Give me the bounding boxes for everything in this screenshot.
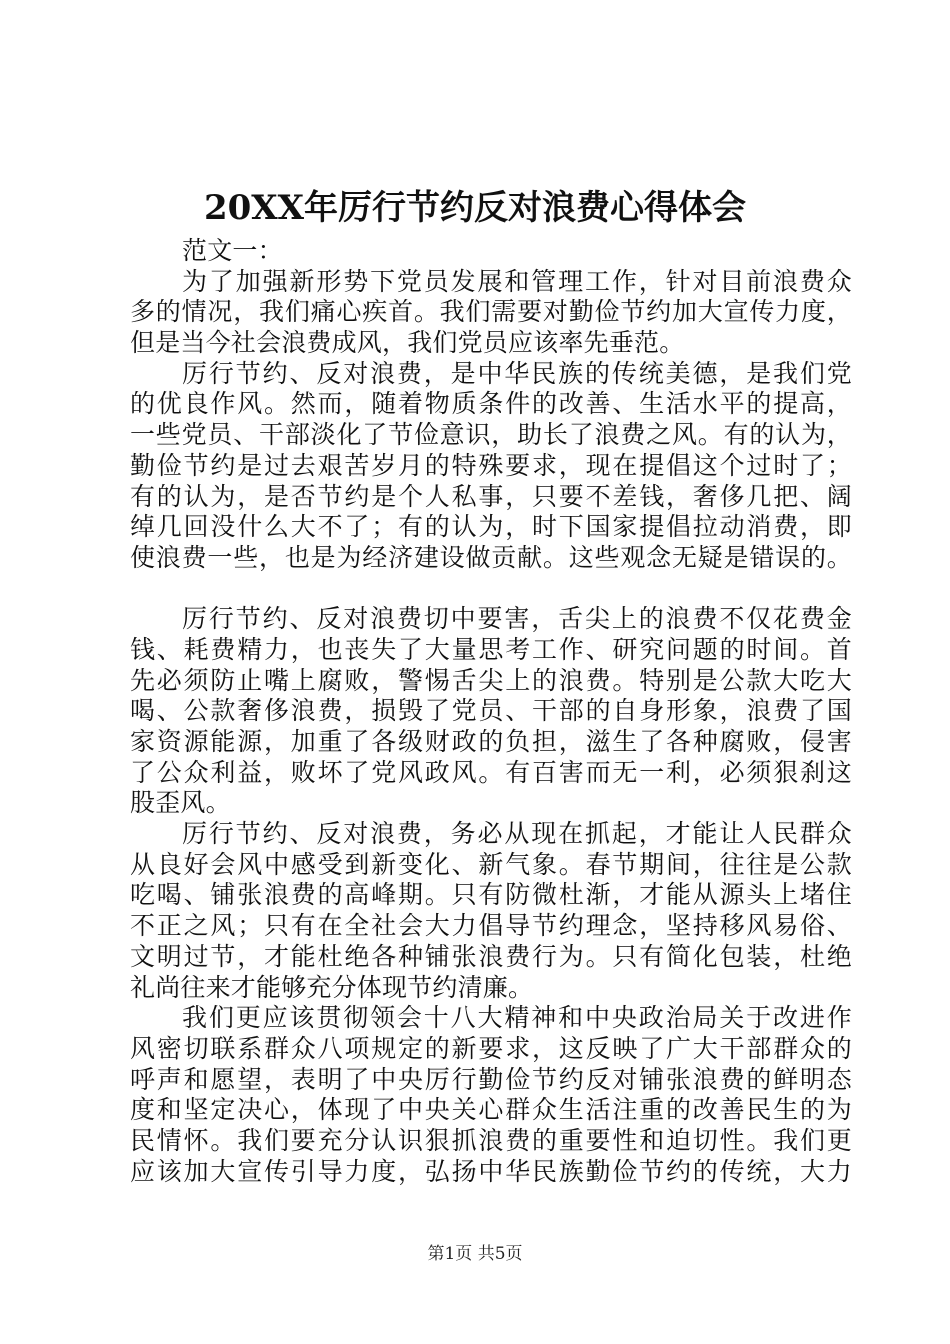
text-line: 不正之风；只有在全社会大力倡导节约理念，坚持移风易俗、 <box>130 911 852 941</box>
text-line: 厉行节约、反对浪费，务必从现在抓起，才能让人民群众 <box>182 819 852 849</box>
text-line: 股歪风。 <box>130 788 231 818</box>
text-line: 绰几回没什么大不了；有的认为，时下国家提倡拉动消费，即 <box>130 512 852 542</box>
text-line: 但是当今社会浪费成风，我们党员应该率先垂范。 <box>130 328 685 358</box>
text-line: 的优良作风。然而，随着物质条件的改善、生活水平的提高， <box>130 389 852 419</box>
text-line: 一些党员、干部淡化了节俭意识，助长了浪费之风。有的认为， <box>130 420 852 450</box>
text-line: 喝、公款奢侈浪费，损毁了党员、干部的自身形象，浪费了国 <box>130 696 852 726</box>
text-line: 民情怀。我们要充分认识狠抓浪费的重要性和迫切性。我们更 <box>130 1125 852 1155</box>
document-title: 20XX年厉行节约反对浪费心得体会 <box>203 188 747 228</box>
text-line: 钱、耗费精力，也丧失了大量思考工作、研究问题的时间。首 <box>130 634 852 664</box>
text-line: 先必须防止嘴上腐败，警惕舌尖上的浪费。特别是公款大吃大 <box>130 665 852 695</box>
text-line: 度和坚定决心，体现了中央关心群众生活注重的改善民生的为 <box>130 1095 852 1125</box>
text-line: 呼声和愿望，表明了中央厉行勤俭节约反对铺张浪费的鲜明态 <box>130 1064 852 1094</box>
text-line: 家资源能源，加重了各级财政的负担，滋生了各种腐败，侵害 <box>130 727 852 756</box>
text-line: 使浪费一些，也是为经济建设做贡献。这些观念无疑是错误的。 <box>130 542 852 572</box>
text-line: 应该加大宣传引导力度，弘扬中华民族勤俭节约的传统，大力 <box>130 1156 852 1186</box>
text-line: 有的认为，是否节约是个人私事，只要不差钱，奢侈几把、阔 <box>130 481 852 511</box>
page-footer: 第1页 共5页 <box>427 1244 523 1264</box>
text-line: 从良好会风中感受到新变化、新气象。春节期间，往往是公款 <box>130 849 852 879</box>
text-line: 厉行节约、反对浪费，是中华民族的传统美德，是我们党 <box>182 358 852 388</box>
text-line: 礼尚往来才能够充分体现节约清廉。 <box>130 972 534 1002</box>
document-body <box>130 236 852 1187</box>
text-line: 吃喝、铺张浪费的高峰期。只有防微杜渐，才能从源头上堵住 <box>130 880 852 910</box>
text-line: 勤俭节约是过去艰苦岁月的特殊要求，现在提倡这个过时了； <box>130 450 852 480</box>
text-line: 为了加强新形势下党员发展和管理工作，针对目前浪费众 <box>182 266 852 296</box>
text-line: 风密切联系群众八项规定的新要求，这反映了广大干部群众的 <box>130 1033 852 1063</box>
text-line: 多的情况，我们痛心疾首。我们需要对勤俭节约加大宣传力度， <box>130 297 852 327</box>
text-line: 我们更应该贯彻领会十八大精神和中央政治局关于改进作 <box>182 1003 852 1033</box>
text-line: 了公众利益，败坏了党风政风。有百害而无一利，必须狠刹这 <box>130 757 852 787</box>
text-line: 文明过节，才能杜绝各种铺张浪费行为。只有简化包装，杜绝 <box>130 941 852 971</box>
blank-line <box>130 574 852 605</box>
text-line: 范文一： <box>182 236 283 265</box>
text-line: 厉行节约、反对浪费切中要害，舌尖上的浪费不仅花费金 <box>182 604 852 634</box>
